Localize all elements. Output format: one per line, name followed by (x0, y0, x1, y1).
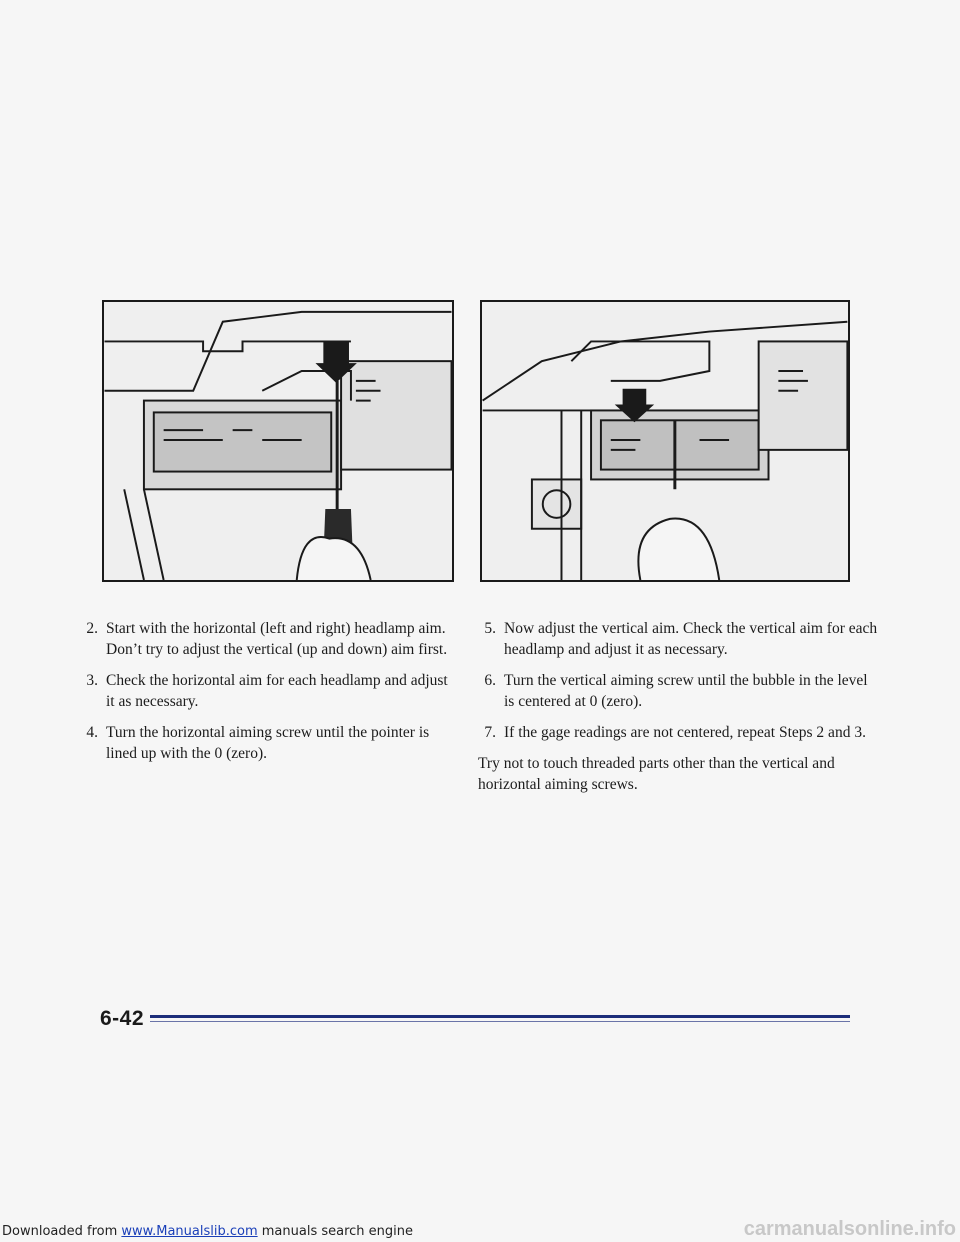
step-item (80, 618, 452, 660)
left-instructions (80, 618, 452, 774)
page-number: 6-42 (100, 1007, 145, 1030)
watermark: carmanualsonline.info (743, 1218, 956, 1240)
step-text: Start with the horizontal (left and right) headlamp aim. Don’t try to adjust the vertical (up and down) aim first. (106, 620, 448, 658)
step-text: Turn the vertical aiming screw until the bubble in the level is centered at 0 (zero). (504, 672, 868, 710)
step-number: 7. (484, 724, 496, 741)
footer-suffix: manuals search engine (257, 1224, 414, 1239)
step-number: 6. (484, 672, 496, 689)
step-text: If the gage readings are not centered, repeat Steps 2 and 3. (504, 724, 866, 741)
footer-prefix: Downloaded from (2, 1224, 122, 1239)
step-item (80, 670, 452, 712)
step-number: 2. (86, 620, 98, 637)
right-instructions (478, 618, 878, 795)
step-item (478, 618, 878, 660)
horizontal-aim-illustration (102, 300, 454, 582)
step-item (478, 670, 878, 712)
headlamp-horizontal-screw-drawing (104, 302, 452, 580)
step-text: Check the horizontal aim for each headlamp and adjust it as necessary. (106, 672, 448, 710)
headlamp-vertical-screw-drawing (482, 302, 848, 580)
step-number: 4. (86, 724, 98, 741)
step-item (80, 722, 452, 764)
download-footer (2, 1224, 413, 1239)
vertical-aim-illustration (480, 300, 850, 582)
step-number: 5. (484, 620, 496, 637)
caution-note: Try not to touch threaded parts other than the vertical and horizontal aiming screws. (478, 755, 835, 793)
step-text: Turn the horizontal aiming screw until the pointer is lined up with the 0 (zero). (106, 724, 430, 762)
page-rule-thin (150, 1021, 850, 1022)
manualslib-link[interactable]: www.Manualslib.com (121, 1224, 258, 1239)
step-item (478, 722, 878, 743)
step-text: Now adjust the vertical aim. Check the vertical aim for each headlamp and adjust it as necessary. (504, 620, 878, 658)
step-number: 3. (86, 672, 98, 689)
page-rule (150, 1015, 850, 1018)
